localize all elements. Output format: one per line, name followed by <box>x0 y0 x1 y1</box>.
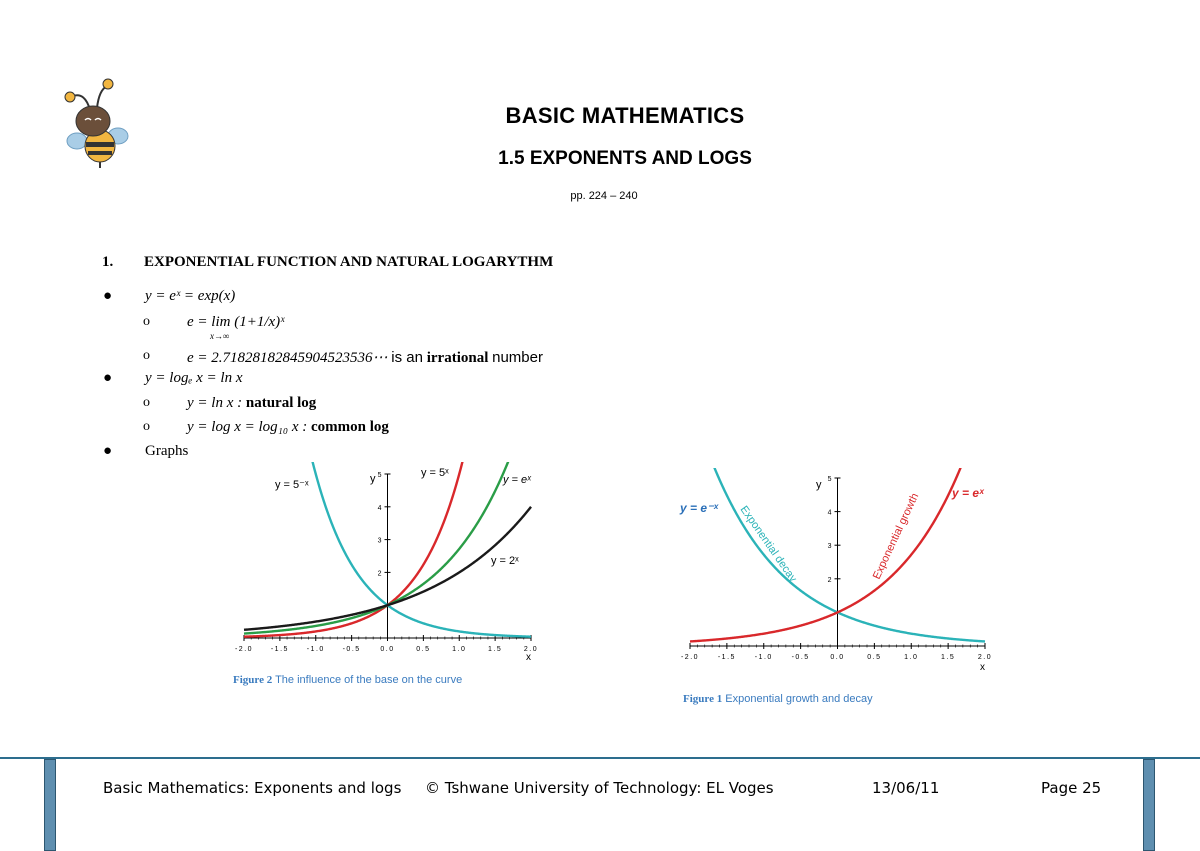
fig1-x-tick-label: -2.0 <box>680 654 700 661</box>
fig2-x-tick-label: 0.0 <box>380 646 395 653</box>
fig2-y-tick-label: 5 <box>377 472 382 479</box>
fig1-x-tick-label: 1.5 <box>941 654 956 661</box>
fig2-xlabel: x <box>526 652 531 663</box>
fig2-x-tick-label: 1.0 <box>452 646 467 653</box>
footer-divider <box>0 757 1200 759</box>
limit-formula: e = lim (1+1/x)ˣ <box>187 314 285 330</box>
log10-formula: y = log x = log₁₀ x : <box>187 419 308 435</box>
fig1-decay-equation: y = e⁻ˣ <box>680 501 719 515</box>
fig2-ylabel: y <box>370 473 376 485</box>
limit-subscript: x→∞ <box>210 331 230 341</box>
fig1-ylabel: y <box>816 479 822 491</box>
graphs-label: Graphs <box>145 443 189 459</box>
footer-copyright: © Tshwane University of Technology: EL Voges <box>425 779 774 797</box>
e-text-1: is an <box>391 349 423 366</box>
fig2-label-5-neg-x: y = 5⁻ˣ <box>275 479 309 491</box>
ln-formula: y = ln x : <box>187 395 243 411</box>
fig1-series-0 <box>711 468 985 641</box>
e-text-bold: irrational <box>426 350 489 366</box>
fig1-series-1 <box>690 468 964 641</box>
ln-label: natural log <box>245 395 317 411</box>
fig1-y-tick-label: 5 <box>827 476 832 483</box>
fig1-decay-label: Exponential decay <box>737 503 799 585</box>
footer-doc-title: Basic Mathematics: Exponents and logs <box>103 779 402 797</box>
fig2-label-2-x: y = 2ˣ <box>491 555 519 567</box>
figure-1-caption <box>683 693 873 705</box>
section-heading <box>102 254 553 271</box>
fig2-label-e-x: y = eˣ <box>503 474 531 486</box>
fig1-x-tick-label: -1.0 <box>754 654 773 661</box>
fig1-caption-text: Exponential growth and decay <box>725 693 873 705</box>
fig1-x-tick-label: 1.0 <box>904 654 919 661</box>
fig1-growth-equation: y = eˣ <box>952 486 984 500</box>
fig1-xlabel: x <box>980 662 985 673</box>
page-subtitle: 1.5 EXPONENTS AND LOGS <box>498 148 752 169</box>
fig2-x-tick-label: 0.5 <box>416 646 431 653</box>
fig2-x-tick-label: -0.5 <box>342 646 361 653</box>
fig2-y-tick-label: 2 <box>377 570 382 578</box>
section-number: 1. <box>102 254 114 270</box>
log-formula: y = logₑ x = ln x <box>145 370 243 386</box>
fig2-x-tick-label: 1.5 <box>488 646 503 653</box>
section-title: EXPONENTIAL FUNCTION AND NATURAL LOGARYTHM <box>144 254 554 270</box>
fig2-caption-text: The influence of the base on the curve <box>275 674 463 686</box>
fig2-x-tick-label: 2.0 <box>523 646 539 653</box>
fig2-y-tick-label: 4 <box>377 504 382 512</box>
fig1-y-tick-label: 2 <box>827 576 832 584</box>
log10-label: common log <box>310 419 389 435</box>
page-range: pp. 224 – 240 <box>570 190 638 202</box>
footer-date: 13/06/11 <box>872 779 940 797</box>
fig1-caption-label: Figure 1 <box>683 693 723 705</box>
fig2-caption-label: Figure 2 <box>233 674 273 686</box>
e-value: e = 2.71828182845904523536⋯ <box>187 350 388 366</box>
fig1-x-tick-label: 0.0 <box>830 654 845 661</box>
figure-1-chart <box>676 468 996 678</box>
fig1-growth-label: Exponential growth <box>870 491 922 582</box>
fig2-x-tick-label: -1.0 <box>306 646 325 653</box>
fig1-y-tick-label: 3 <box>827 543 832 551</box>
fig1-y-tick-label: 4 <box>827 509 832 517</box>
figure-2-caption <box>233 674 462 686</box>
fig2-series-0 <box>311 462 531 637</box>
exp-formula: y = eˣ = exp(x) <box>145 288 236 304</box>
fig1-x-tick-label: -0.5 <box>791 654 810 661</box>
figure-2-chart <box>235 462 555 674</box>
fig2-x-tick-label: -2.0 <box>235 646 254 653</box>
fig2-label-5-x: y = 5ˣ <box>421 467 449 479</box>
fig1-x-tick-label: 2.0 <box>977 654 993 661</box>
footer-right-bar <box>1143 759 1155 851</box>
fig1-x-tick-label: -1.5 <box>717 654 736 661</box>
fig2-y-tick-label: 3 <box>377 537 382 545</box>
page-title: BASIC MATHEMATICS <box>505 103 745 128</box>
footer-left-bar <box>44 759 56 851</box>
footer-page-number: Page 25 <box>1041 779 1102 797</box>
e-text-2: number <box>492 349 543 366</box>
fig2-x-tick-label: -1.5 <box>270 646 289 653</box>
fig1-x-tick-label: 0.5 <box>867 654 882 661</box>
